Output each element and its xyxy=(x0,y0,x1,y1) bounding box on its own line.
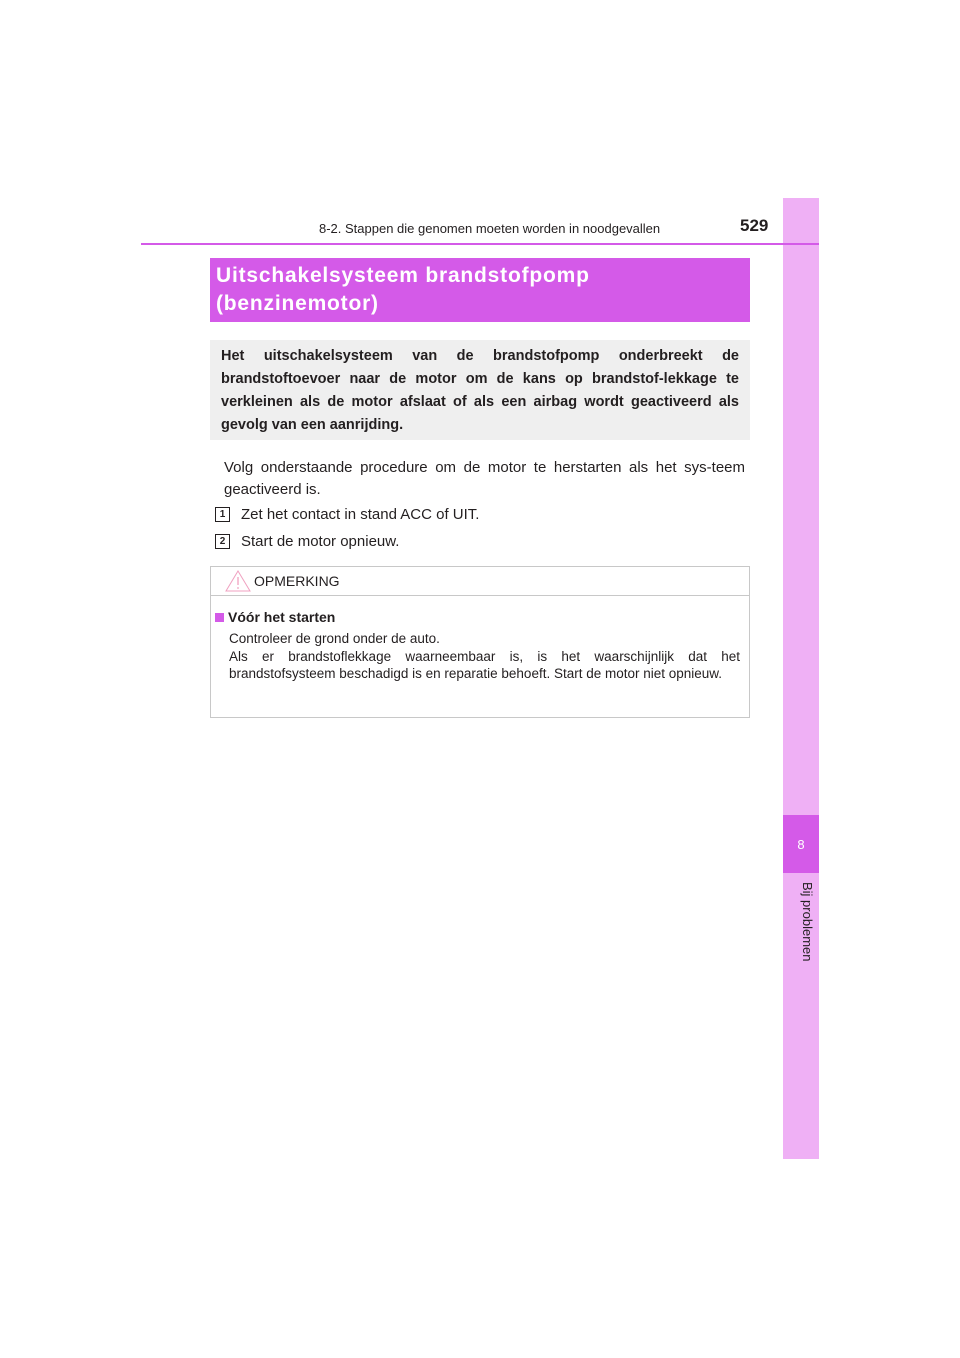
intro-text: Het uitschakelsysteem van de brandstofpomp onderbreekt de brandstoftoevoer naar de motor om de kans op brandstof-lekkage te verkleinen als de motor afslaat of als een airbag wordt geactiveerd als gevolg van een aanrijding. xyxy=(221,348,739,433)
notice-header xyxy=(211,567,749,596)
intro-box xyxy=(210,340,750,440)
notice-subheading-text: Vóór het starten xyxy=(228,609,336,625)
step-1 xyxy=(215,506,479,523)
header-rule xyxy=(141,243,819,245)
warning-triangle-icon xyxy=(225,570,251,592)
title-line-1: Uitschakelsysteem brandstofpomp xyxy=(216,264,590,287)
square-bullet-icon xyxy=(215,613,224,622)
body-paragraph: Volg onderstaande procedure om de motor te herstarten als het sys-teem geactiveerd is. xyxy=(224,459,745,498)
step-1-text: Zet het contact in stand ACC of UIT. xyxy=(241,506,480,523)
notice-line-2: Als er brandstoflekkage waarneembaar is, is het waarschijnlijk dat het brandstofsysteem beschadigd is en reparatie behoeft. Start de motor niet opnieuw. xyxy=(229,648,740,681)
chapter-label: Bij problemen xyxy=(800,882,815,962)
notice-subheading xyxy=(215,609,335,625)
side-tab-strip xyxy=(783,198,819,1159)
section-header: 8-2. Stappen die genomen moeten worden in noodgevallen xyxy=(319,221,661,236)
page-number: 529 xyxy=(740,216,769,235)
step-1-badge: 1 xyxy=(215,507,230,522)
notice-line-1: Controleer de grond onder de auto. xyxy=(229,631,440,646)
notice-title: OPMERKING xyxy=(254,573,340,589)
step-2 xyxy=(215,533,399,550)
notice-box xyxy=(210,566,750,718)
title-line-2: (benzinemotor) xyxy=(216,292,379,315)
step-2-badge: 2 xyxy=(215,534,230,549)
notice-body xyxy=(229,630,740,683)
section-title xyxy=(210,258,750,322)
chapter-number-tab: 8 xyxy=(783,815,819,873)
step-2-text: Start de motor opnieuw. xyxy=(241,533,400,550)
